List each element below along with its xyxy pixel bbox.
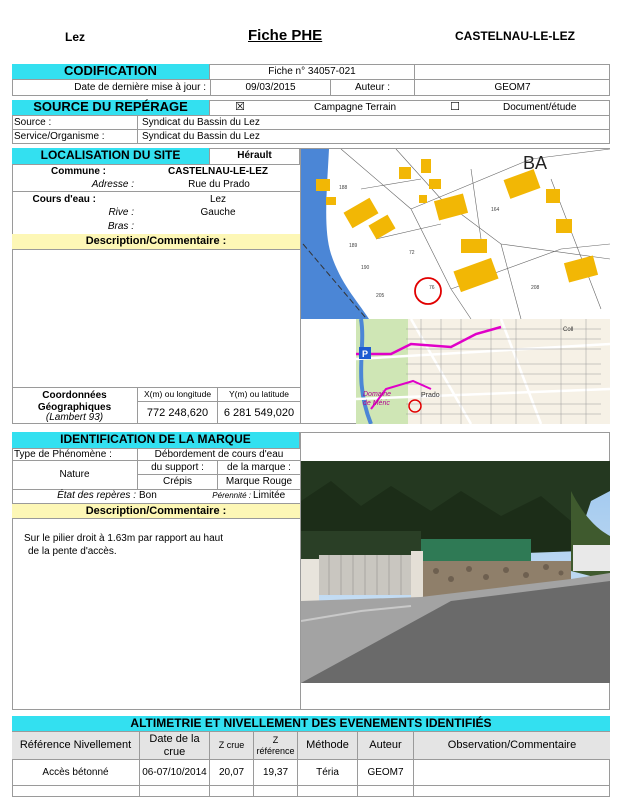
row-observation [414,760,610,786]
cours-label: Cours d'eau : [32,193,96,205]
coord-title-text: Coordonnées Géographiques [37,390,112,413]
perennite-value: Limitée [253,490,286,502]
header-town: CASTELNAU-LE-LEZ [455,29,575,43]
fiche-number: 34057-021 [307,65,356,77]
adresse-value: Rue du Prado [138,178,300,192]
x-label: X(m) ou longitude [138,388,218,402]
commune-value: CASTELNAU-LE-LEZ [168,165,268,177]
col-methode: Méthode [298,732,358,760]
row-date: 06-07/10/2014 [140,760,210,786]
cadastre-section-label: BA [523,153,548,173]
svg-text:de Méric: de Méric [363,400,390,407]
col-observation: Observation/Commentaire [414,732,610,760]
source-value: Syndicat du Bassin du Lez [138,116,610,130]
etat-label: État des repères : [57,490,136,502]
source-heading: SOURCE DU REPÉRAGE [12,100,210,116]
svg-text:P: P [362,349,369,359]
fiche-number-cell [210,64,414,80]
marque-type-label: de la marque : [218,461,300,475]
coord-subtitle: (Lambert 93) [12,412,138,424]
y-label: Y(m) ou latitude [218,388,300,402]
svg-text:188: 188 [339,185,348,191]
altimetrie-heading: ALTIMETRIE ET NIVELLEMENT DES EVENEMENTS IDENTIFIÉS [12,716,610,732]
service-value: Syndicat du Bassin du Lez [142,131,260,143]
row-methode: Téria [298,760,358,786]
svg-text:164: 164 [491,207,500,213]
y-value: 6 281 549,020 [223,406,295,419]
fiche-label: Fiche n° [268,65,306,77]
bras-label: Bras : [107,221,134,233]
checkbox-terrain[interactable]: ☒ [210,100,270,116]
svg-text:72: 72 [409,250,415,256]
coord-title [12,388,138,412]
cours-value: Lez [209,193,227,205]
localisation-description-heading: Description/Commentaire : [12,234,300,250]
site-photo [301,461,610,683]
marque-description-line2: de la pente d'accès. [28,546,117,557]
col-z-crue: Z crue [210,732,254,760]
rive-value: Gauche [200,207,236,219]
rive-label: Rive : [108,207,134,219]
etat-value: Bon [139,490,157,502]
svg-text:190: 190 [361,265,370,271]
option-terrain-label: Campagne Terrain [270,100,425,116]
update-label: Date de dernière mise à jour : [74,82,206,94]
type-label: Type de Phénomène : [12,449,138,461]
codification-heading: CODIFICATION [12,64,210,80]
col-reference: Référence Nivellement [12,732,140,760]
support-label: du support : [138,461,218,475]
localisation-heading: LOCALISATION DU SITE [12,148,210,165]
right-pillar [411,551,423,603]
marque-description-heading: Description/Commentaire : [12,503,300,519]
commune-label: Commune : [51,165,106,177]
source-label: Source : [12,116,138,130]
svg-text:205: 205 [376,293,385,299]
svg-text:Domaine: Domaine [363,391,392,398]
adresse-label: Adresse : [91,179,134,191]
svg-text:189: 189 [349,243,358,249]
department: Hérault [210,148,300,165]
row-z-crue: 20,07 [210,760,254,786]
green-fence [421,539,531,561]
svg-text:208: 208 [531,285,540,291]
bras-value [138,220,298,234]
codification-empty [414,64,610,80]
checkbox-document[interactable]: ☐ [425,100,485,116]
marque-description-line1: Sur le pilier droit à 1.63m par rapport au haut [24,533,223,544]
header-river: Lez [65,30,86,44]
col-auteur: Auteur [358,732,414,760]
nature-label: Nature [12,461,138,489]
row-auteur: GEOM7 [358,760,414,786]
svg-text:Prado: Prado [421,392,440,399]
service-label: Service/Organisme : [12,130,138,144]
location-map[interactable] [301,149,610,424]
svg-text:Coll: Coll [563,327,574,333]
col-date: Date de la crue [140,732,210,760]
author-label: Auteur : [330,80,414,96]
support-value: Crépis [138,475,218,489]
marque-description-body [24,532,294,558]
row-reference: Accès bétonné [12,760,140,786]
marque-heading: IDENTIFICATION DE LA MARQUE [12,432,300,449]
update-date: 09/03/2015 [210,80,330,96]
localisation-description-body [12,250,300,387]
perennite-label: Pérennité : [212,491,251,501]
author-value: GEOM7 [414,80,610,96]
col-z-reference: Z référence [254,732,298,760]
type-value: Débordement de cours d'eau [138,449,300,461]
page-title: Fiche PHE [248,27,323,44]
x-value: 772 248,620 [138,402,218,424]
svg-text:76: 76 [429,285,435,291]
row-z-reference: 19,37 [254,760,298,786]
option-document-label: Document/étude [485,100,610,116]
marque-type-value: Marque Rouge [225,476,293,488]
